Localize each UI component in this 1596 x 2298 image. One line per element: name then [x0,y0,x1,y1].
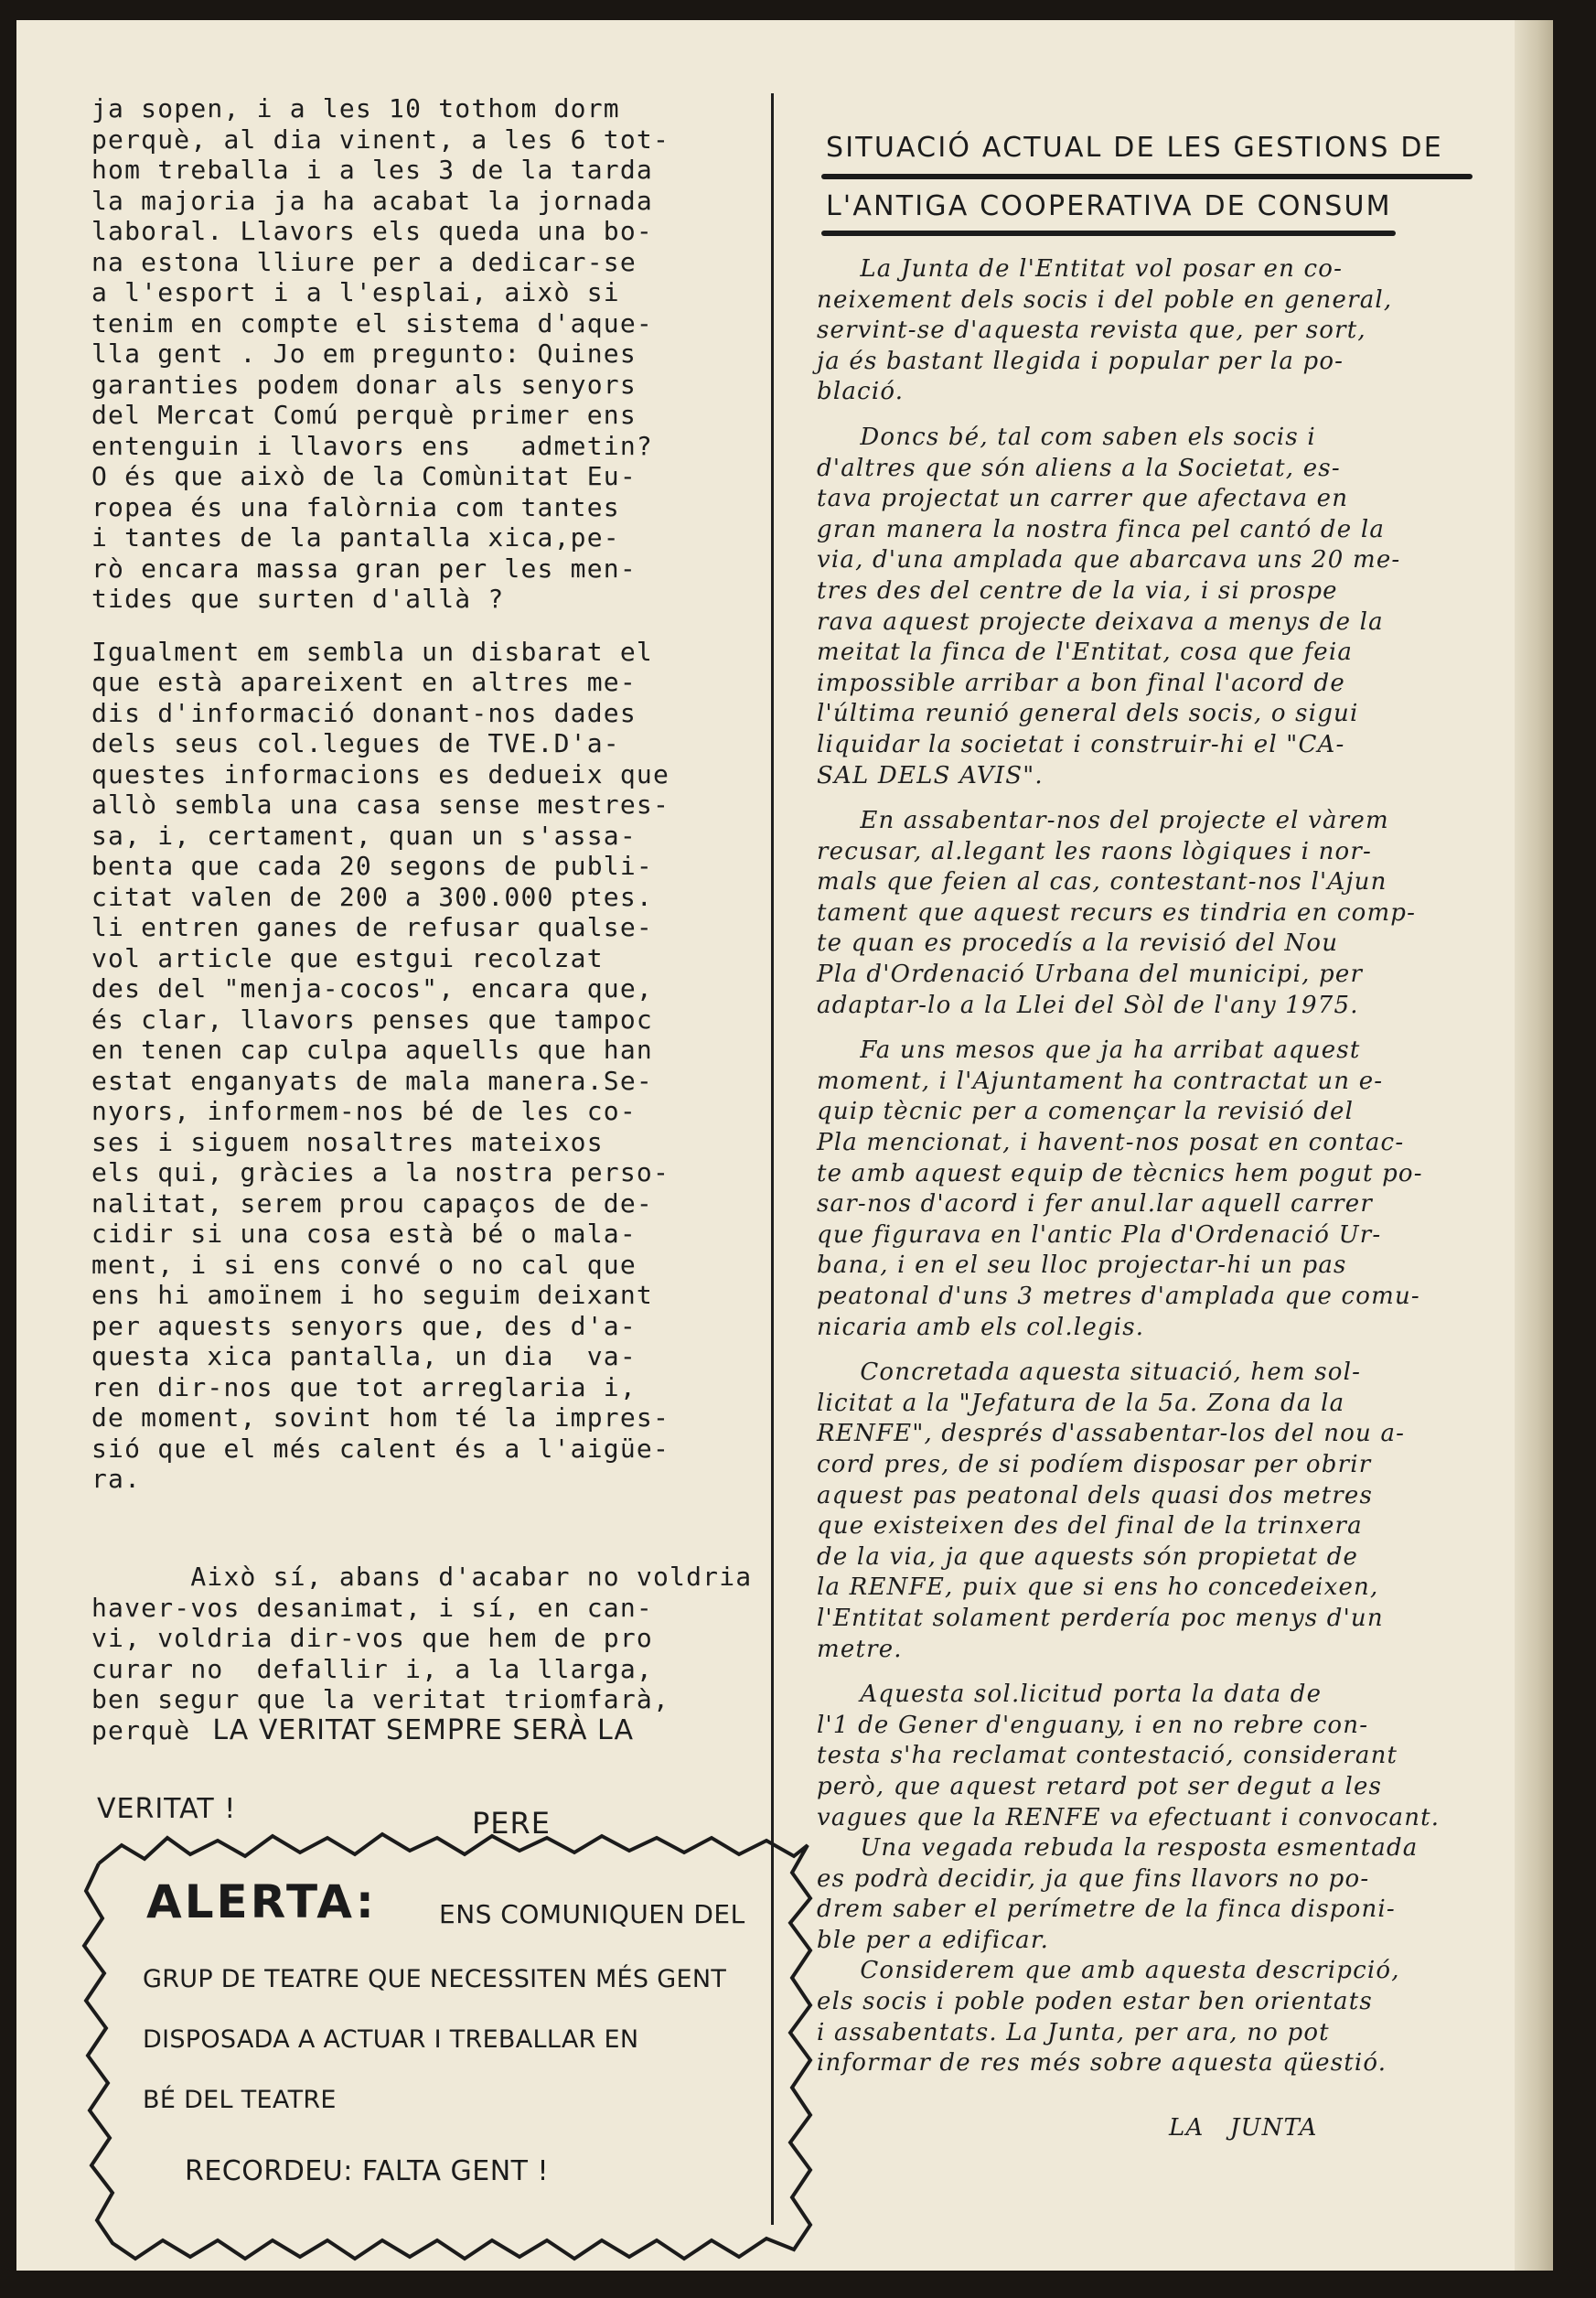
magazine-page [16,20,1553,2271]
alert-line-3: DISPOSADA A ACTUAR I TREBALLAR EN [143,2025,639,2054]
junta-signature: LA JUNTA [1169,2114,1318,2142]
right-paragraph-4: Fa uns mesos que ja ha arribat aquest moment, i l'Ajuntament ha contractat un e- quip tècnic per a començar la revisió del Pla mencionat, i havent-nos posat en contac- te amb aquest equip de tècnics hem pogut po- sar-nos d'acord i fer anul.lar aquell carrer que figurava en l'antic Pla d'Ordenació Ur- bana, i en el seu lloc projectar-hi un pas peatonal d'uns 3 metres d'amplada que comu- nicaria amb els col.legis. [817,1036,1423,1341]
headline-rule-2 [821,231,1396,236]
left-signature: PERE [472,1805,551,1841]
left-paragraph-3 [91,1531,753,1777]
article-headline-line-1: SITUACIÓ ACTUAL DE LES GESTIONS DE [826,132,1443,164]
left-paragraph-2: Igualment em sembla un disbarat el que està apareixent en altres me- dis d'informació donant-nos dades dels seus col.legues de TVE.D'a- questes informacions es dedueix que allò sembla una casa sense mestres- sa, i, certament, quan un s'assa- benta que cada 20 segons de publi- citat valen de 200 a 300.000 ptes. li entren ganes de refusar qualse- vol article que estgui recolzat des del "menja-cocos", encara que, és clar, llavors penses que tampoc en tenen cap culpa aquells que han estat enganyats de mala manera.Se- nyors, informem-nos bé de les co- ses i siguem nosaltres mateixos els qui, gràcies a la nostra perso- nalitat, serem prou capaços de de- cidir si una cosa està bé o mala- ment, i si ens convé o no cal que ens hi amoïnem i ho seguim deixant per aquests senyors que, des d'a- questa xica pantalla, un dia va- ren dir-nos que tot arreglaria i, de moment, sovint hom té la impres- sió que el més calent és a l'aigüe- ra. [91,636,670,1494]
alert-line-5: RECORDEU: FALTA GENT ! [185,2155,550,2187]
right-paragraph-1: La Junta de l'Entitat vol posar en co- neixement dels socis i del poble en general, servint-se d'aquesta revista que, per sort, ja és bastant llegida i popular per la po- blació. [817,255,1393,406]
closing-line-b: VERITAT ! [97,1792,237,1825]
right-paragraph-5: Concretada aquesta situació, hem sol- licitat a la "Jefatura de la 5a. Zona da la RENFE", després d'assabentar-los del nou a- cord pres, de si podíem disposar per obrir aquest pas peatonal dels quasi dos metres que existeixen des del final de la trinxera de la via, ja que aquests són propietat de la RENFE, puix que si ens ho concedeixen, l'Entitat solament perdería poc menys d'un metre. [817,1358,1406,1663]
headline-rule-1 [821,174,1473,179]
right-paragraph-3: En assabentar-nos del projecte el vàrem recusar, al.legant les raons lògiques i nor- mals que feien al cas, contestant-nos l'Ajun tament que aquest recurs es tindria en comp- te quan es procedís a la revisió del Nou Pla d'Ordenació Urbana del municipi, per adaptar-lo a la Llei del Sòl de l'any 1975. [817,807,1417,1019]
closing-line-a: LA VERITAT SEMPRE SERÀ LA [212,1713,634,1746]
left-paragraph-1: ja sopen, i a les 10 tothom dorm perquè, al dia vinent, a les 6 tot- hom treballa i a les 3 de la tarda la majoria ja ha acabat la jornada laboral. Llavors els queda una bo- na estona lliure per a dedicar-se a l'esport i a l'esplai, això si tenim en compte el sistema d'aque- lla gent . Jo em pregunto: Quines garanties podem donar als senyors del Mercat Comú perquè primer ens entenguin i llavors ens admetin? O és que això de la Comùnitat Eu- ropea és una falòrnia com tantes i tantes de la pantalla xica,pe- rò encara massa gran per les men- tides que surten d'allà ? [91,93,670,614]
left-column [91,93,753,1841]
alert-line-2: GRUP DE TEATRE QUE NECESSITEN MÉS GENT [143,1965,727,1993]
left-paragraph-3-text: Això sí, abans d'acabar no voldria haver-vos desanimat, i sí, en can- vi, voldria dir-vos que hem de pro curar no defallir i, a la llarga, ben segur que la veritat triomfarà, perquè [91,1562,753,1745]
alert-line-1: ENS COMUNIQUEN DEL [439,1899,745,1929]
page-edge-shadow [1515,20,1553,2271]
right-column [817,254,1512,2094]
alert-title: ALERTA: [146,1875,377,1928]
right-paragraph-2: Doncs bé, tal com saben els socis i d'altres que són aliens a la Societat, es- tava projectat un carrer que afectava en gran manera la nostra finca pel cantó de la via, d'una amplada que abarcava uns 20 me- tres des del centre de la via, i si prospe rava aquest projecte deixava a menys de la meitat la finca de l'Entitat, cosa que feia impossible arribar a bon final l'acord de l'última reunió general dels socis, o sigui liquidar la societat i construir-hi el "CA- SAL DELS AVIS". [817,423,1401,789]
alert-line-4: BÉ DEL TEATRE [143,2086,337,2114]
article-headline-line-2: L'ANTIGA COOPERATIVA DE CONSUM [826,190,1392,222]
right-paragraph-6: Aquesta sol.licitud porta la data de l'1 de Gener d'enguany, i en no rebre con- testa s'ha reclamat contestació, considerant però, que aquest retard pot ser degut a les vagues que la RENFE va efectuant i convocant. Una vegada rebuda la resposta esmentada es podrà decidir, ja que fins llavors no po- drem saber el perímetre de la finca disponi- ble per a edificar. Considerem que amb aquesta descripció, els socis i poble poden estar ben orientats i assabentats. La Junta, per ara, no pot informar de res més sobre aquesta qüestió. [817,1681,1441,2078]
